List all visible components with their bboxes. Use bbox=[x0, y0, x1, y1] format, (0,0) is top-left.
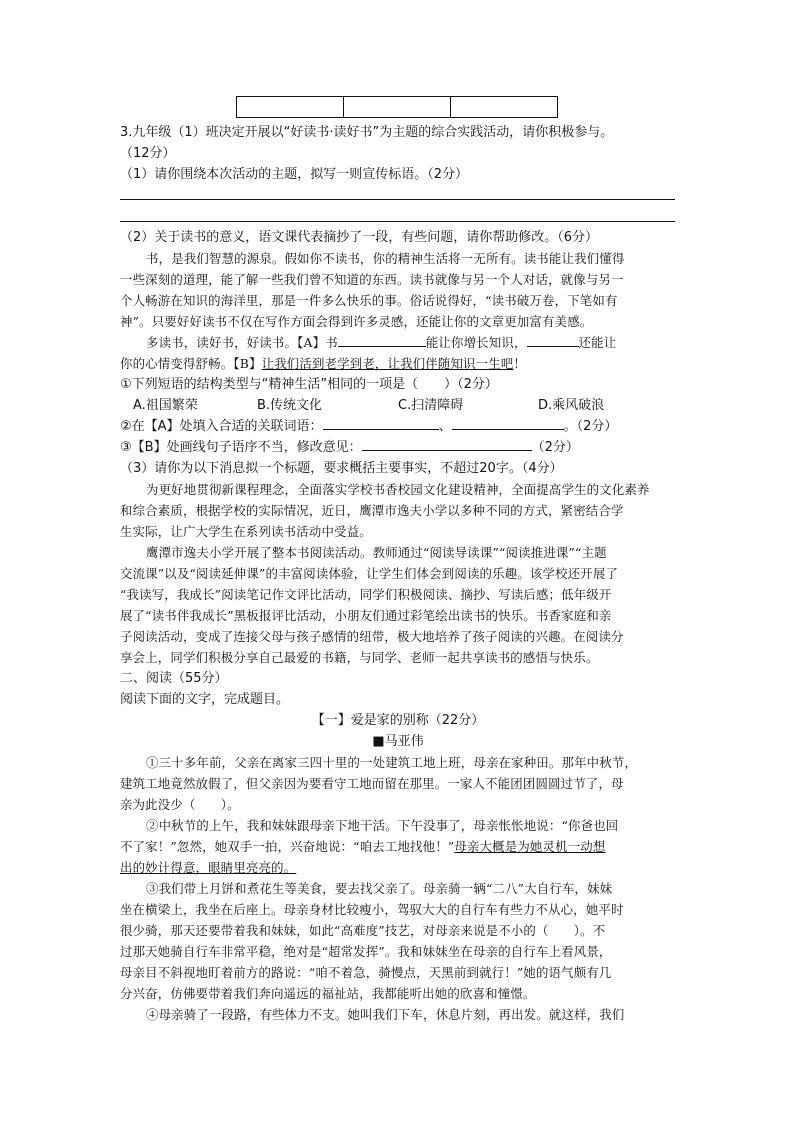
article-line: 过那天她骑自行车非常平稳，绝对是“超常发挥”。我和妹妹坐在母亲的自行车上看风景， bbox=[120, 944, 612, 959]
news-line: 展了“读书伴我成长”黑板报评比活动，小朋友们通过彩笔绘出读书的快乐。书香家庭和亲 bbox=[120, 608, 612, 623]
passage-line-b bbox=[120, 353, 676, 374]
sub-question-1: （1）请你围绕本次活动的主题，拟写一则宣传标语。（2分） bbox=[120, 167, 469, 182]
passage-line: 书，是我们智慧的源泉。假如你不读书，你的精神生活将一无所有。读书能让我们懂得 bbox=[146, 251, 625, 266]
underlined-sentence: 让我们活到老学到老，让我们伴随知识一生吧 bbox=[261, 356, 514, 371]
sub-question-2: （2）关于读书的意义，语文课代表摘抄了一段，有些问题，请你帮助修改。（6分） bbox=[120, 230, 599, 245]
news-line: 享会上，同学们积极分享自己最爱的书籍，与同学、老师一起共享读书的感悟与快乐。 bbox=[120, 650, 599, 665]
news-line: 和综合素质，根据学校的实际情况，近日，鹰潭市逸夫小学以多种不同的方式，紧密结合学 bbox=[120, 503, 624, 518]
article-title: 【一】爱是家的别称（22分） bbox=[311, 713, 485, 728]
blank-a1[interactable] bbox=[338, 334, 426, 347]
article-line: 很少骑，那天还要带着我和妹妹，如此“高难度”技艺，对母亲来说是不小的（ ）。不 bbox=[120, 923, 606, 938]
sub-question-3: （3）请你为以下消息拟一个标题，要求概括主要事实，不超过20字。（4分） bbox=[120, 461, 563, 476]
option-b[interactable]: B.传统文化 bbox=[257, 398, 323, 413]
answer-line[interactable] bbox=[120, 221, 675, 222]
underlined-sentence: 出的妙计得意，眼睛里亮亮的。 bbox=[120, 860, 297, 875]
item-2-score: 。（2分） bbox=[563, 419, 618, 434]
passage-text: 你的心情变得舒畅。【B】 bbox=[120, 356, 262, 371]
answer-cell[interactable] bbox=[237, 97, 344, 118]
article-text: 不了家！”忽然，她双手一拍，兴奋地说：“咱去工地找他！” bbox=[120, 839, 455, 854]
item-1: ①下列短语的结构类型与“精神生活”相同的一项是（ ）（2分） bbox=[120, 377, 498, 392]
passage-line: 神”。只要好好读书不仅在写作方面会得到许多灵感，还能让你的文章更加富有美感。 bbox=[120, 314, 593, 329]
news-line: “我读写，我成长”阅读笔记作文评比活动，同学们积极阅读、摘抄、写读后感；低年级开 bbox=[120, 587, 612, 602]
question-3-score: （12分） bbox=[120, 146, 176, 161]
section-heading: 二、阅读（55分） bbox=[120, 671, 228, 686]
article-line: 亲为此没少（ ）。 bbox=[120, 797, 240, 812]
question-3-title: 3.九年级（1）班决定开展以“好读书·读好书”为主题的综合实践活动，请你积极参与。 bbox=[120, 125, 614, 140]
article-author: ■马亚伟 bbox=[372, 734, 424, 749]
answer-cell[interactable] bbox=[451, 97, 558, 118]
answer-table bbox=[236, 96, 558, 118]
blank-revision[interactable] bbox=[362, 438, 532, 451]
news-line: 为更好地贯彻新课程理念，全面落实学校书香校园文化建设精神，全面提高学生的文化素养 bbox=[146, 482, 650, 497]
option-c[interactable]: C.扫清障碍 bbox=[398, 398, 464, 413]
article-line: 分兴奋，仿佛要带着我们奔向遥远的福祉站，我都能听出她的欣喜和憧憬。 bbox=[120, 986, 536, 1001]
article-line: 建筑工地竟然放假了，但父亲因为要看守工地而留在那里。一家人不能团团圆圆过节了，母 bbox=[120, 776, 624, 791]
article-line bbox=[120, 836, 676, 857]
news-line: 交流课”以及“阅读延伸课”的丰富阅读体验，让学生们体会到阅读的乐趣。该学校还开展了 bbox=[120, 566, 619, 581]
item-3-text: ③【B】处画线句子语序不当，修改意见： bbox=[120, 440, 362, 455]
answer-line[interactable] bbox=[120, 199, 675, 200]
article-line: ①三十多年前，父亲在离家三四十里的一处建筑工地上班，母亲在家种田。那年中秋节， bbox=[146, 755, 638, 770]
article-line bbox=[120, 857, 676, 878]
item-2-sep: 、 bbox=[438, 419, 452, 434]
blank-conj-2[interactable] bbox=[452, 417, 564, 430]
passage-text: 还能让 bbox=[578, 335, 617, 350]
passage-line: 个人畅游在知识的海洋里，那是一件多么快乐的事。俗话说得好，“读书破万卷，下笔如有 bbox=[120, 293, 618, 308]
answer-cell[interactable] bbox=[344, 97, 451, 118]
item-2-text: ②在【A】处填入合适的关联词语： bbox=[120, 419, 323, 434]
article-line: 坐在横梁上，我坐在后座上。母亲身材比较瘦小，驾驭大大的自行车有些力不从心，她平时 bbox=[120, 902, 624, 917]
passage-line-a bbox=[120, 332, 676, 353]
news-line: 鹰潭市逸夫小学开展了整本书阅读活动。教师通过“阅读导读课”“阅读推进课”“主题 bbox=[146, 545, 607, 560]
item-3-score: （2分） bbox=[531, 440, 579, 455]
item-3 bbox=[120, 437, 676, 458]
article-line: ③我们带上月饼和煮花生等美食，要去找父亲了。母亲骑一辆“二八”大自行车，妹妹 bbox=[146, 881, 613, 896]
underlined-sentence: 母亲大概是为她灵机一动想 bbox=[454, 839, 606, 854]
passage-text: ！ bbox=[513, 356, 527, 371]
article-line: 母亲目不斜视地盯着前方的路说：“咱不着急，骑慢点，天黑前到就行！”她的语气颇有几 bbox=[120, 965, 612, 980]
option-a[interactable]: A.祖国繁荣 bbox=[133, 398, 198, 413]
news-line: 子阅读活动，变成了连接父母与孩子感情的纽带，极大地培养了孩子阅读的兴趣。在阅读分 bbox=[120, 629, 624, 644]
option-d[interactable]: D.乘风破浪 bbox=[538, 398, 605, 413]
blank-a2[interactable] bbox=[527, 334, 579, 347]
blank-conj-1[interactable] bbox=[323, 417, 439, 430]
news-line: 生实际，让广大学生在系列读书活动中受益。 bbox=[120, 524, 372, 539]
passage-text: 多读书，读好书，好读书。【A】书 bbox=[146, 335, 338, 350]
article-line: ②中秋节的上午，我和妹妹跟母亲下地干活。下午没事了，母亲怅怅地说：“你爸也回 bbox=[146, 818, 619, 833]
article-line: ④母亲骑了一段路，有些体力不支。她叫我们下车，休息片刻，再出发。就这样，我们 bbox=[146, 1007, 625, 1022]
passage-line: 一些深刻的道理，能了解一些我们曾不知道的东西。读书就像与另一个人对话，就像与另一 bbox=[120, 272, 624, 287]
item-2 bbox=[120, 416, 676, 437]
section-instruction: 阅读下面的文字，完成题目。 bbox=[120, 692, 290, 707]
passage-text: 能让你增长知识， bbox=[425, 335, 527, 350]
